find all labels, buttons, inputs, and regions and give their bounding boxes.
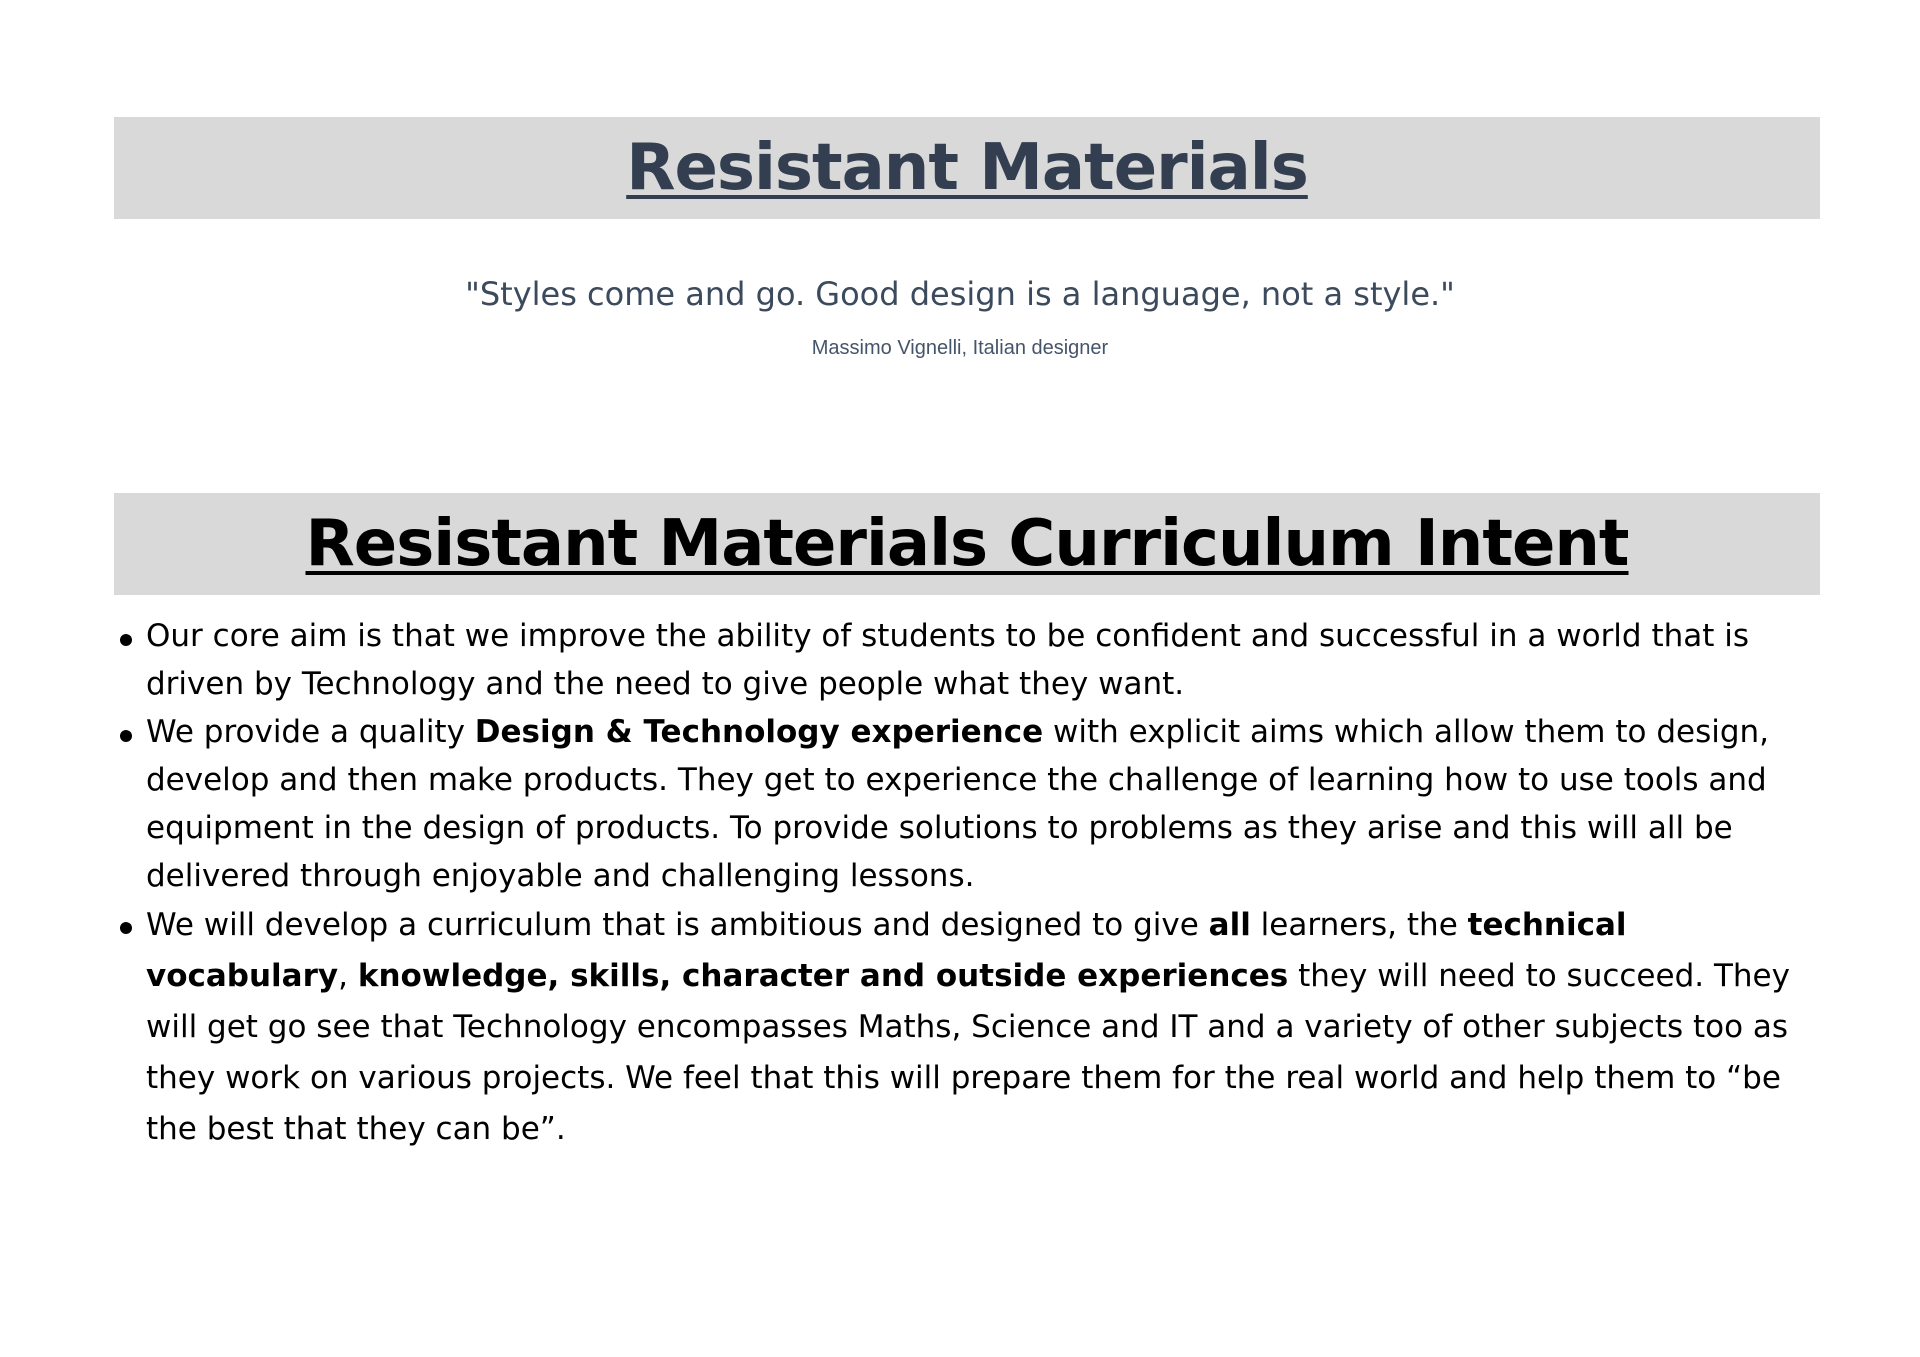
bullet-icon (120, 922, 132, 934)
bullet-icon (120, 634, 132, 646)
bullet-text: learners, the (1250, 907, 1468, 943)
intent-bullet-core-aim (114, 612, 1814, 708)
intent-bullet-quality (114, 708, 1814, 900)
intent-bullet-curriculum (114, 900, 1814, 1155)
bullet-emphasis: technical vocabulary (146, 907, 1627, 994)
bullet-text: they will need to succeed. They will get go see that Technology encompasses Maths, Science and IT and a variety of other subjects too as they work on various projects. We feel that this will prepare them for the real world and help them to “be the best that they can be”. (146, 958, 1790, 1147)
bullet-text: with explicit aims which allow them to design, develop and then make products. They get to experience the challenge of learning how to use tools and equipment in the design of products. To provide solutions to problems as they arise and this will all be delivered through enjoyable and challenging lessons. (146, 714, 1770, 894)
bullet-emphasis: Design & Technology experience (474, 714, 1044, 750)
title-banner (114, 117, 1820, 219)
bullet-emphasis: knowledge, skills, character and outside experiences (357, 958, 1289, 994)
intent-banner (114, 493, 1820, 595)
bullet-text: , (338, 958, 358, 994)
bullet-text: We provide a quality (146, 714, 475, 750)
design-quote: "Styles come and go. Good design is a language, not a style." (465, 275, 1455, 313)
intent-title: Resistant Materials Curriculum Intent (305, 507, 1629, 581)
bullet-text: Our core aim is that we improve the ability of students to be confident and successful in a world that is driven by Technology and the need to give people what they want. (146, 618, 1750, 702)
quote-attribution: Massimo Vignelli, Italian designer (811, 337, 1109, 359)
bullet-text: We will develop a curriculum that is ambitious and designed to give (146, 907, 1209, 943)
intent-bullet-list (114, 612, 1814, 1155)
bullet-emphasis: all (1208, 907, 1251, 943)
bullet-icon (120, 730, 132, 742)
page-title: Resistant Materials (626, 131, 1308, 205)
